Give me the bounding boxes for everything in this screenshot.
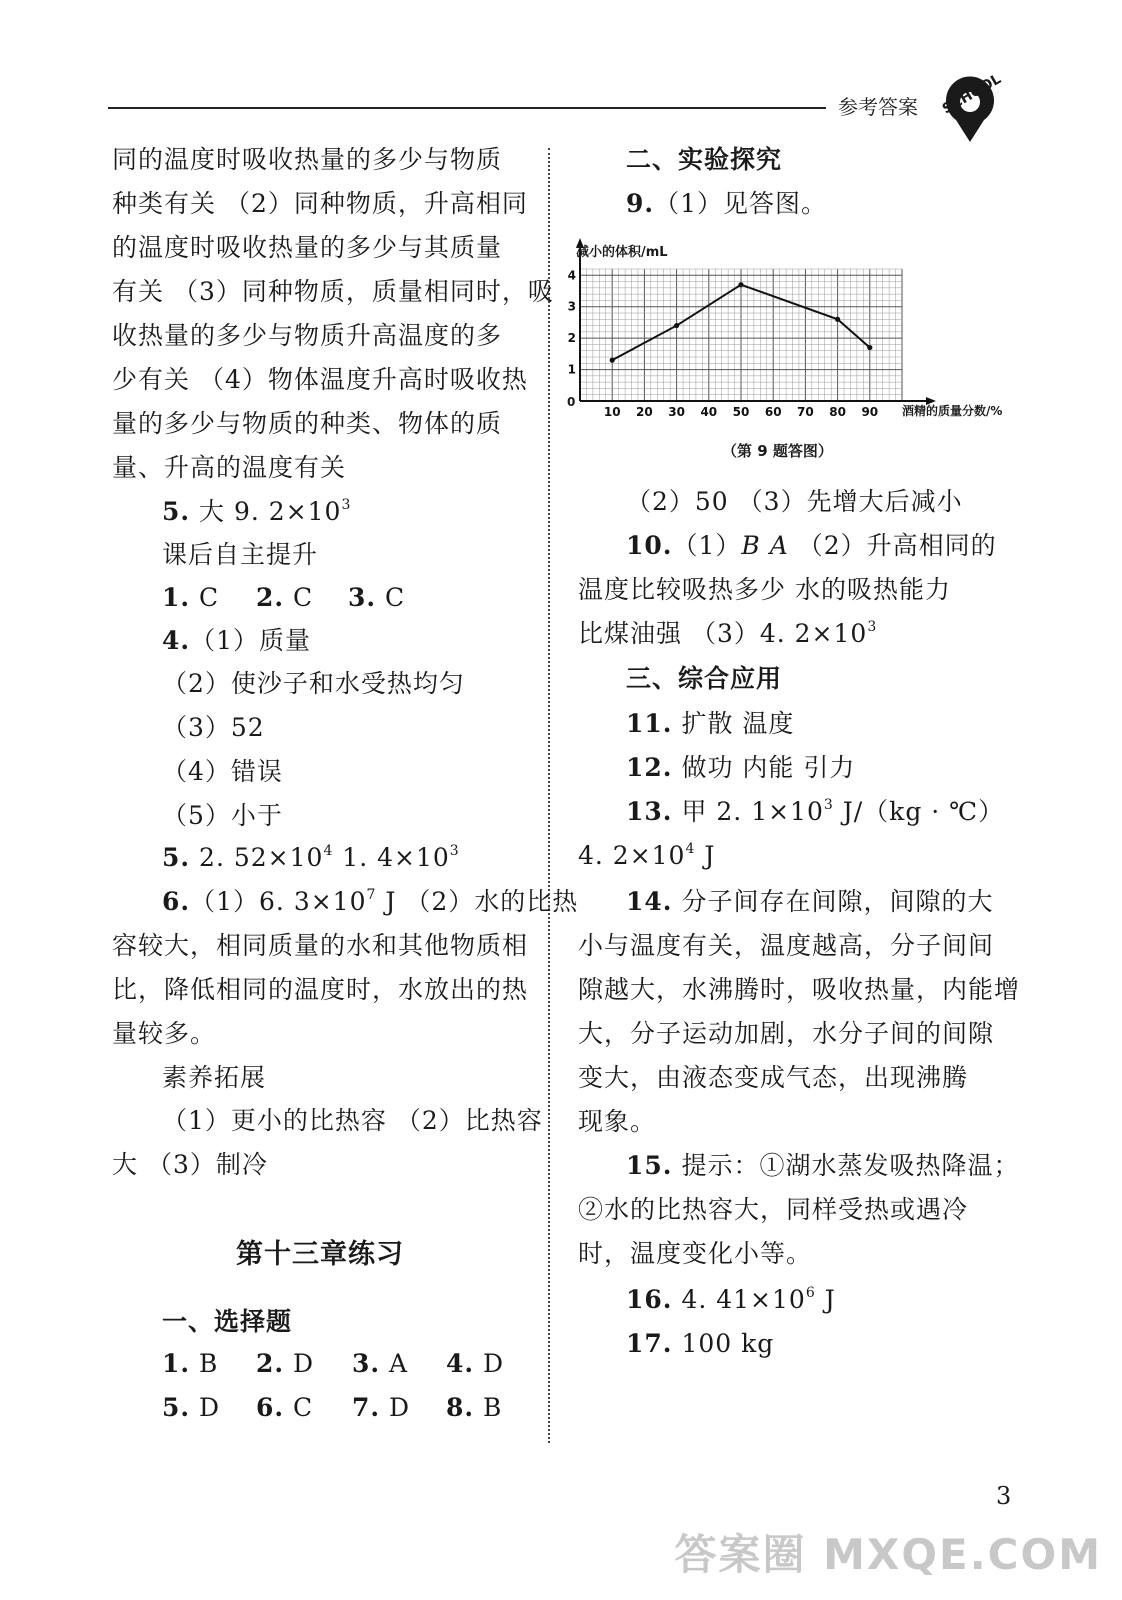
question-number: 7. [352, 1393, 381, 1422]
right-line [578, 612, 877, 656]
answer-text: C [284, 1393, 314, 1422]
answer-text: 分子间存在间隙，间隙的大 [672, 887, 994, 916]
mc-answer [162, 1342, 218, 1386]
mc-answer [162, 1386, 220, 1430]
spacer [761, 531, 770, 560]
mc-answer [162, 576, 219, 620]
data-point [867, 345, 872, 350]
exponent: 4 [685, 840, 696, 857]
figure-caption: （第 9 题答图） [722, 442, 833, 460]
header-title: 参考答案 [838, 95, 918, 119]
answer-text: （2）升高相同的 [788, 531, 997, 560]
answer-text: 1. 4×10 [333, 843, 450, 872]
question-number: 13. [626, 797, 673, 826]
question-number: 16. [626, 1285, 673, 1314]
x-tick-label: 30 [668, 405, 685, 419]
question-number: 4. [446, 1349, 475, 1378]
answer-text: C [284, 583, 314, 612]
answer-choice: B [741, 531, 761, 560]
answer-text: 100 kg [672, 1329, 775, 1358]
question-number: 9. [626, 189, 655, 218]
exponent: 6 [805, 1284, 816, 1301]
answer-text: 扩散 温度 [672, 709, 795, 738]
question-number: 11. [626, 709, 673, 738]
left-line: 种类有关 （2）同种物质，升高相同 [112, 189, 528, 218]
answer-17 [626, 1322, 774, 1366]
y-tick-label: 2 [567, 331, 576, 346]
question-number: 2. [256, 583, 285, 612]
exponent: 7 [366, 886, 377, 903]
watermark-logo: 答案圈 MXQE.COM [674, 1530, 1102, 1579]
sub-heading: 素养拓展 [162, 1063, 267, 1092]
answer-4 [162, 619, 311, 663]
question-number: 3. [352, 1349, 381, 1378]
mc-answer [446, 1342, 504, 1386]
x-tick-label: 10 [603, 405, 621, 419]
answer-16 [626, 1278, 836, 1322]
school-logo-icon [930, 70, 1010, 145]
question-number: 15. [626, 1151, 673, 1180]
answer-9b: （2）50 （3）先增大后减小 [626, 487, 963, 516]
question-number: 5. [162, 497, 191, 526]
answer-12 [626, 746, 855, 790]
y-tick-label: 1 [567, 362, 576, 377]
exponent: 3 [823, 796, 834, 813]
right-line: 现象。 [578, 1107, 657, 1136]
answer-text: 2. 52×10 [190, 843, 324, 872]
right-line: 小与温度有关，温度越高，分子间间 [578, 931, 995, 960]
right-line: 变大，由液态变成气态，出现沸腾 [578, 1063, 969, 1092]
left-line: 比，降低相同的温度时，水放出的热 [112, 975, 529, 1004]
left-line: 容较大，相同质量的水和其他物质相 [112, 931, 529, 960]
left-line: 有关 （3）同种物质，质量相同时，吸 [112, 277, 554, 306]
x-axis-label: 酒精的质量分数/% [902, 404, 1003, 418]
right-line: 大，分子运动加剧，水分子间的间隙 [578, 1019, 995, 1048]
answer-15 [626, 1144, 1019, 1188]
answer-item: （2）使沙子和水受热均匀 [162, 669, 465, 698]
x-tick-label: 50 [732, 405, 750, 419]
answer-text: J [695, 841, 716, 870]
answer-14 [626, 880, 993, 924]
answer-text: 4. 41×10 [672, 1285, 806, 1314]
answer-text: D [380, 1393, 411, 1422]
answer-text: A [380, 1349, 409, 1378]
left-line: 量、升高的温度有关 [112, 453, 347, 482]
exponent: 3 [867, 618, 878, 635]
chart-axes [576, 238, 936, 405]
data-point [738, 282, 743, 287]
question-number: 2. [256, 1349, 285, 1378]
answer-text: D [190, 1393, 221, 1422]
answer-text: D [284, 1349, 315, 1378]
answer-text: 大 9. 2×10 [190, 497, 342, 526]
x-tick-label: 80 [829, 405, 846, 419]
data-point [674, 323, 679, 328]
right-line: ②水的比热容大，同样受热或遇冷 [578, 1195, 969, 1224]
question-number: 8. [446, 1393, 475, 1422]
question-number: 17. [626, 1329, 673, 1358]
answer-text: 甲 2. 1×10 [672, 797, 824, 826]
question-number: 3. [348, 583, 377, 612]
chart-grid [580, 269, 902, 401]
answer-text: C [190, 583, 220, 612]
question-number: 4. [162, 626, 191, 655]
left-line: 量较多。 [112, 1019, 217, 1048]
left-line: 大 （3）制冷 [112, 1150, 268, 1179]
answer-text: J [815, 1285, 836, 1314]
question-number: 10. [626, 531, 673, 560]
question-number: 12. [626, 753, 673, 782]
answer-choice: A [769, 531, 789, 560]
x-tick-label: 90 [861, 405, 879, 419]
answer-text: 比煤油强 （3）4. 2×10 [578, 619, 868, 648]
answer-11 [626, 702, 794, 746]
question-number: 5. [162, 843, 191, 872]
question-number: 6. [162, 887, 191, 916]
answer-6 [162, 880, 578, 924]
answer-text: 提示：①湖水蒸发吸热降温； [672, 1151, 1020, 1180]
section-heading: 三、综合应用 [626, 664, 783, 693]
left-line: 的温度时吸收热量的多少与其质量 [112, 233, 503, 262]
header-rule [108, 107, 826, 109]
left-line: （1）更小的比热容 （2）比热容 [162, 1106, 543, 1135]
left-line: 量的多少与物质的种类、物体的质 [112, 409, 503, 438]
answer-text: （1）质量 [190, 626, 312, 655]
answer-text: J/（kg · ℃） [833, 797, 1005, 826]
x-tick-label: 60 [764, 405, 782, 419]
data-point [835, 317, 840, 322]
y-tick-label: 3 [567, 299, 576, 314]
answer-text: B [190, 1349, 219, 1378]
left-line: 收热量的多少与物质升高温度的多 [112, 321, 503, 350]
mc-answer [352, 1386, 410, 1430]
answer-text: 4. 2×10 [578, 841, 686, 870]
column-divider [548, 148, 550, 1443]
chapter-title: 第十三章练习 [236, 1239, 404, 1270]
answer-9 [626, 182, 827, 226]
answer-item: （3）52 [162, 713, 265, 742]
y-axis-label: 减小的体积/mL [576, 245, 668, 260]
mc-answer [256, 1386, 313, 1430]
x-tick-label: 20 [636, 405, 653, 419]
question-number: 14. [626, 887, 673, 916]
volume-chart [560, 236, 1020, 432]
answer-10 [626, 524, 997, 568]
answer-5b [162, 836, 460, 880]
data-point [610, 358, 615, 363]
mc-answer [256, 576, 313, 620]
answer-text: （1）见答图。 [654, 189, 828, 218]
answer-text: J （2）水的比热 [376, 887, 579, 916]
answer-text: D [474, 1349, 505, 1378]
origin-label: 0 [567, 395, 576, 409]
chart-ticks [568, 268, 879, 419]
question-number: 5. [162, 1393, 191, 1422]
sub-heading: 课后自主提升 [162, 540, 319, 569]
answer-5 [162, 490, 351, 534]
right-line: 温度比较吸热多少 水的吸热能力 [578, 575, 951, 604]
question-number: 1. [162, 1349, 191, 1378]
left-line: 少有关 （4）物体温度升高时吸收热 [112, 365, 528, 394]
mc-answer [352, 1342, 408, 1386]
x-tick-label: 40 [700, 405, 718, 419]
question-number: 1. [162, 583, 191, 612]
answer-text: B [474, 1393, 503, 1422]
answer-text: 做功 内能 引力 [672, 753, 856, 782]
answer-text: C [376, 583, 406, 612]
mc-answer [446, 1386, 502, 1430]
answer-text: （1）6. 3×10 [190, 887, 367, 916]
right-line: 时，温度变化小等。 [578, 1239, 813, 1268]
answer-text: （1） [672, 531, 742, 560]
left-line: 同的温度时吸收热量的多少与物质 [112, 145, 503, 174]
answer-item: （5）小于 [162, 801, 283, 830]
mc-answer [348, 576, 405, 620]
exponent: 4 [323, 842, 334, 859]
school-logo-text: SCHOOL [939, 71, 1004, 118]
exponent: 3 [341, 496, 352, 513]
exponent: 3 [449, 842, 460, 859]
right-line [578, 834, 715, 878]
page-number: 3 [996, 1482, 1012, 1510]
answer-13 [626, 790, 1004, 834]
question-number: 6. [256, 1393, 285, 1422]
mc-answer [256, 1342, 314, 1386]
answer-item: （4）错误 [162, 757, 283, 786]
y-tick-label: 4 [567, 268, 576, 283]
section-heading: 一、选择题 [162, 1307, 293, 1336]
section-heading: 二、实验探究 [626, 145, 783, 174]
right-line: 隙越大，水沸腾时，吸收热量，内能增 [578, 975, 1021, 1004]
x-tick-label: 70 [797, 405, 814, 419]
